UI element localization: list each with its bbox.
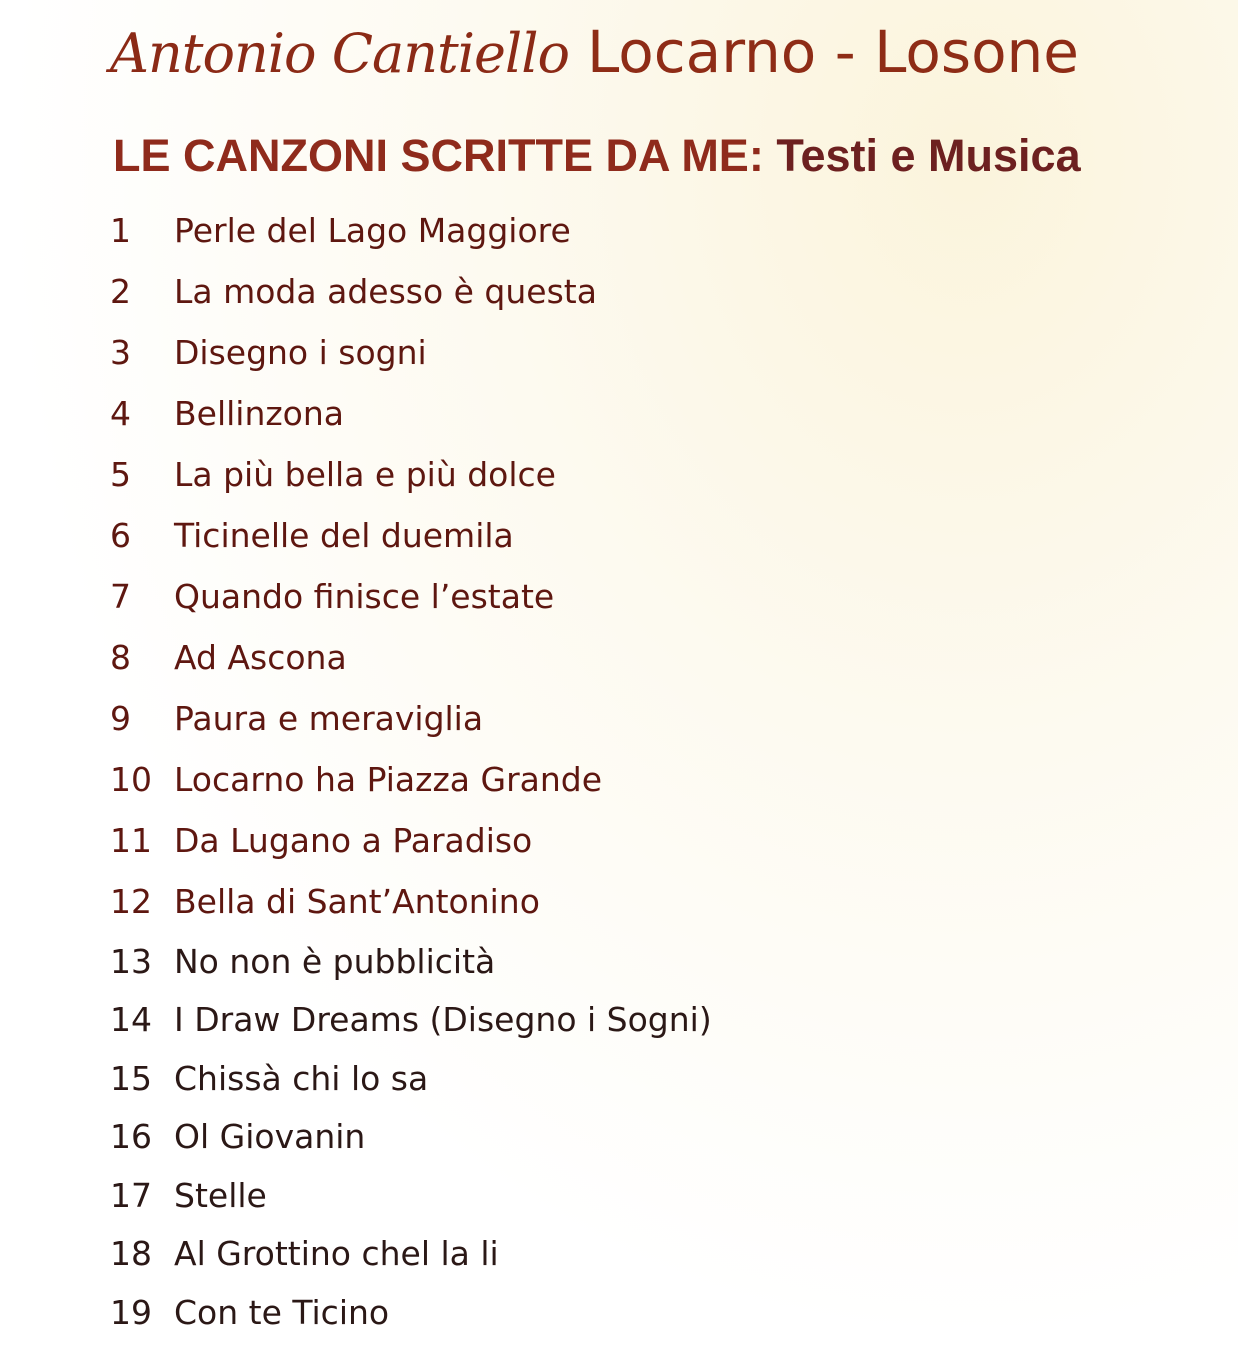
song-title: La moda adesso è questa: [174, 272, 597, 311]
song-item: [110, 991, 1010, 1050]
song-title: Stelle: [174, 1175, 267, 1215]
song-item: [110, 627, 1010, 688]
song-number: 2: [110, 272, 131, 311]
song-number: 19: [110, 1292, 152, 1332]
author-name: Antonio Cantiello: [110, 22, 569, 85]
song-title: Chissà chi lo sa: [174, 1058, 429, 1098]
song-number: 11: [110, 821, 152, 860]
song-title: La più bella e più dolce: [174, 455, 556, 494]
song-number: 9: [110, 699, 131, 738]
subtitle-main: LE CANZONI SCRITTE DA ME:: [113, 130, 764, 181]
song-item: [110, 1166, 1010, 1225]
song-title: Locarno ha Piazza Grande: [174, 760, 603, 799]
song-list: [110, 200, 1010, 1342]
song-number: 3: [110, 333, 131, 372]
song-item: [110, 200, 1010, 261]
song-title: Ticinelle del duemila: [174, 516, 514, 555]
song-item: [110, 871, 1010, 932]
song-title: Bella di Sant’Antonino: [174, 882, 540, 921]
song-title: Paura e meraviglia: [174, 699, 484, 738]
song-item: [110, 1049, 1010, 1108]
song-number: 7: [110, 577, 131, 616]
song-number: 18: [110, 1234, 152, 1274]
song-title: Disegno i sogni: [174, 333, 427, 372]
song-title: Perle del Lago Maggiore: [174, 211, 571, 250]
song-number: 10: [110, 760, 152, 799]
song-item: [110, 688, 1010, 749]
song-title: Bellinzona: [174, 394, 345, 433]
song-item: [110, 383, 1010, 444]
song-item: [110, 322, 1010, 383]
song-number: 17: [110, 1175, 152, 1215]
song-number: 4: [110, 394, 131, 433]
song-title: Con te Ticino: [174, 1292, 390, 1332]
song-item: [110, 1283, 1010, 1342]
song-item: [110, 810, 1010, 871]
song-item: [110, 1108, 1010, 1167]
song-number: 16: [110, 1117, 152, 1157]
song-item: [110, 749, 1010, 810]
song-number: 8: [110, 638, 131, 677]
song-number: 6: [110, 516, 131, 555]
song-item: [110, 261, 1010, 322]
page-subtitle: [113, 130, 1213, 182]
song-title: I Draw Dreams (Disegno i Sogni): [174, 1000, 712, 1040]
song-title: Ol Giovanin: [174, 1117, 366, 1157]
song-title: Quando finisce l’estate: [174, 577, 555, 616]
song-number: 14: [110, 1000, 152, 1040]
song-number: 15: [110, 1058, 152, 1098]
song-title: Ad Ascona: [174, 638, 347, 677]
song-title: No non è pubblicità: [174, 941, 496, 981]
song-number: 12: [110, 882, 152, 921]
song-item: [110, 444, 1010, 505]
location-name: Locarno - Losone: [586, 18, 1079, 86]
song-number: 1: [110, 211, 131, 250]
song-item: [110, 566, 1010, 627]
song-number: 13: [110, 941, 152, 981]
song-number: 5: [110, 455, 131, 494]
song-item: [110, 505, 1010, 566]
song-title: Da Lugano a Paradiso: [174, 821, 533, 860]
page-header: [110, 18, 1220, 118]
song-item: [110, 932, 1010, 991]
song-item: [110, 1225, 1010, 1284]
subtitle-rest: Testi e Musica: [776, 130, 1081, 181]
song-title: Al Grottino chel la li: [174, 1234, 499, 1274]
